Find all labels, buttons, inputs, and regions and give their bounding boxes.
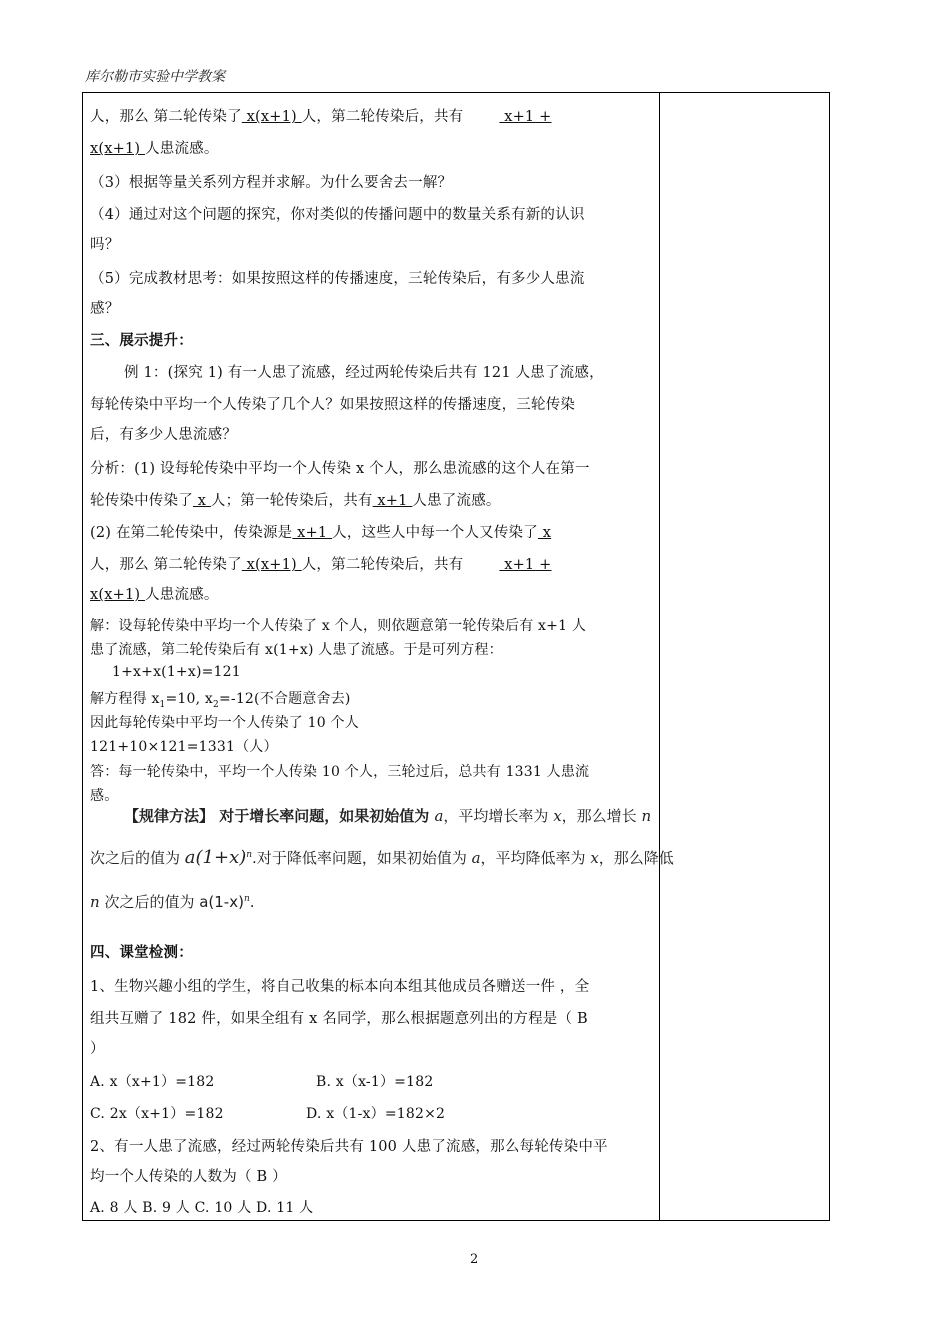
rule-line: n 次之后的值为 $a(1-x)^n$.: [90, 893, 255, 911]
question-4-cont: 吗？: [90, 237, 120, 253]
problem-1: 1、生物兴趣小组的学生，将自己收集的标本向本组其他成员各赠送一件 ，全: [90, 979, 590, 995]
answer-line: 答：每一轮传染中，平均一个人传染 10 个人，三轮过后，总共有 1331 人患流: [90, 764, 590, 780]
text-line: x(x+1) 人患流感。: [90, 141, 219, 157]
question-3: （3）根据等量关系列方程并求解。为什么要舍去一解？: [90, 175, 453, 191]
rule-method-block: [90, 793, 674, 923]
column-divider: [659, 93, 660, 1220]
equation: 1+x+x(1+x)=121: [112, 664, 241, 680]
answer-line-cont: 感。: [90, 788, 119, 804]
question-4: （4）通过对这个问题的探究，你对类似的传播问题中的数量关系有新的认识: [90, 207, 585, 223]
page-number: 2: [470, 1252, 479, 1267]
example-1-cont: 每轮传染中平均一个人传染了几个人？如果按照这样的传播速度，三轮传染: [90, 397, 576, 413]
solution-line: 解：设每轮传染中平均一个人传染了 x 个人，则依题意第一轮传染后有 x+1 人: [90, 618, 587, 634]
problem-1-cont: 组共互赠了 182 件，如果全组有 x 名同学，那么根据题意列出的方程是（ B: [90, 1011, 588, 1027]
solve-line: 解方程得 $x_1=10$, $x_2=-12$(不合题意舍去): [90, 691, 351, 710]
section-heading-4: 四、课堂检测：: [90, 944, 193, 961]
rule-line: 【规律方法】 对于增长率问题，如果初始值为 a，平均增长率为 x，那么增长 n: [124, 807, 652, 825]
analysis-1-cont: 轮传染中传染了 x 人；第一轮传染后，共有 x+1 人患了流感。: [90, 493, 501, 509]
text-line: 人，那么 第二轮传染了 x(x+1) 人，第二轮传染后，共有 x+1 +: [90, 109, 552, 125]
problem-2: 2、有一人患了流感，经过两轮传染后共有 100 人患了流感，那么每轮传染中平: [90, 1139, 608, 1155]
option-a: A. x（x+1）=182: [90, 1074, 215, 1090]
example-1-cont: 后，有多少人患流感？: [90, 427, 237, 443]
conclusion-line: 因此每轮传染中平均一个人传染了 10 个人: [90, 715, 359, 731]
solution-line: 患了流感，第二轮传染后有 x(1+x) 人患了流感。于是可列方程：: [90, 642, 503, 658]
rule-line: 次之后的值为 $a(1+x)^n$.对于降低率问题，如果初始值为 a，平均降低率为 x，那么降低: [90, 847, 674, 868]
analysis-2: (2) 在第二轮传染中，传染源是 x+1 人，这些人中每一个人又传染了 x: [90, 525, 552, 541]
analysis-3: 人，那么 第二轮传染了 x(x+1) 人，第二轮传染后，共有 x+1 +: [90, 557, 552, 573]
analysis-4: x(x+1) 人患流感。: [90, 587, 219, 603]
problem-1-cont: ）: [90, 1041, 105, 1057]
analysis-1: 分析：(1) 设每轮传染中平均一个人传染 x 个人，那么患流感的这个人在第一: [90, 461, 590, 477]
question-5: （5）完成教材思考：如果按照这样的传播速度，三轮传染后，有多少人患流: [90, 271, 585, 287]
option-b: B. x（x-1）=182: [316, 1074, 434, 1090]
calc-line: 121+10×121=1331（人）: [90, 739, 278, 755]
problem-2-options: A. 8 人 B. 9 人 C. 10 人 D. 11 人: [90, 1200, 314, 1216]
option-c: C. 2x（x+1）=182: [90, 1106, 224, 1122]
document-header: 库尔勒市实验中学教案: [85, 69, 225, 85]
option-d: D. x（1-x）=182×2: [306, 1106, 446, 1122]
example-1: 例 1：(探究 1) 有一人患了流感，经过两轮传染后共有 121 人患了流感，: [124, 365, 604, 381]
problem-2-cont: 均一个人传染的人数为（ B ）: [90, 1169, 287, 1185]
question-5-cont: 感？: [90, 301, 120, 317]
section-heading-3: 三、展示提升：: [90, 332, 193, 349]
lesson-table: [82, 93, 830, 1221]
